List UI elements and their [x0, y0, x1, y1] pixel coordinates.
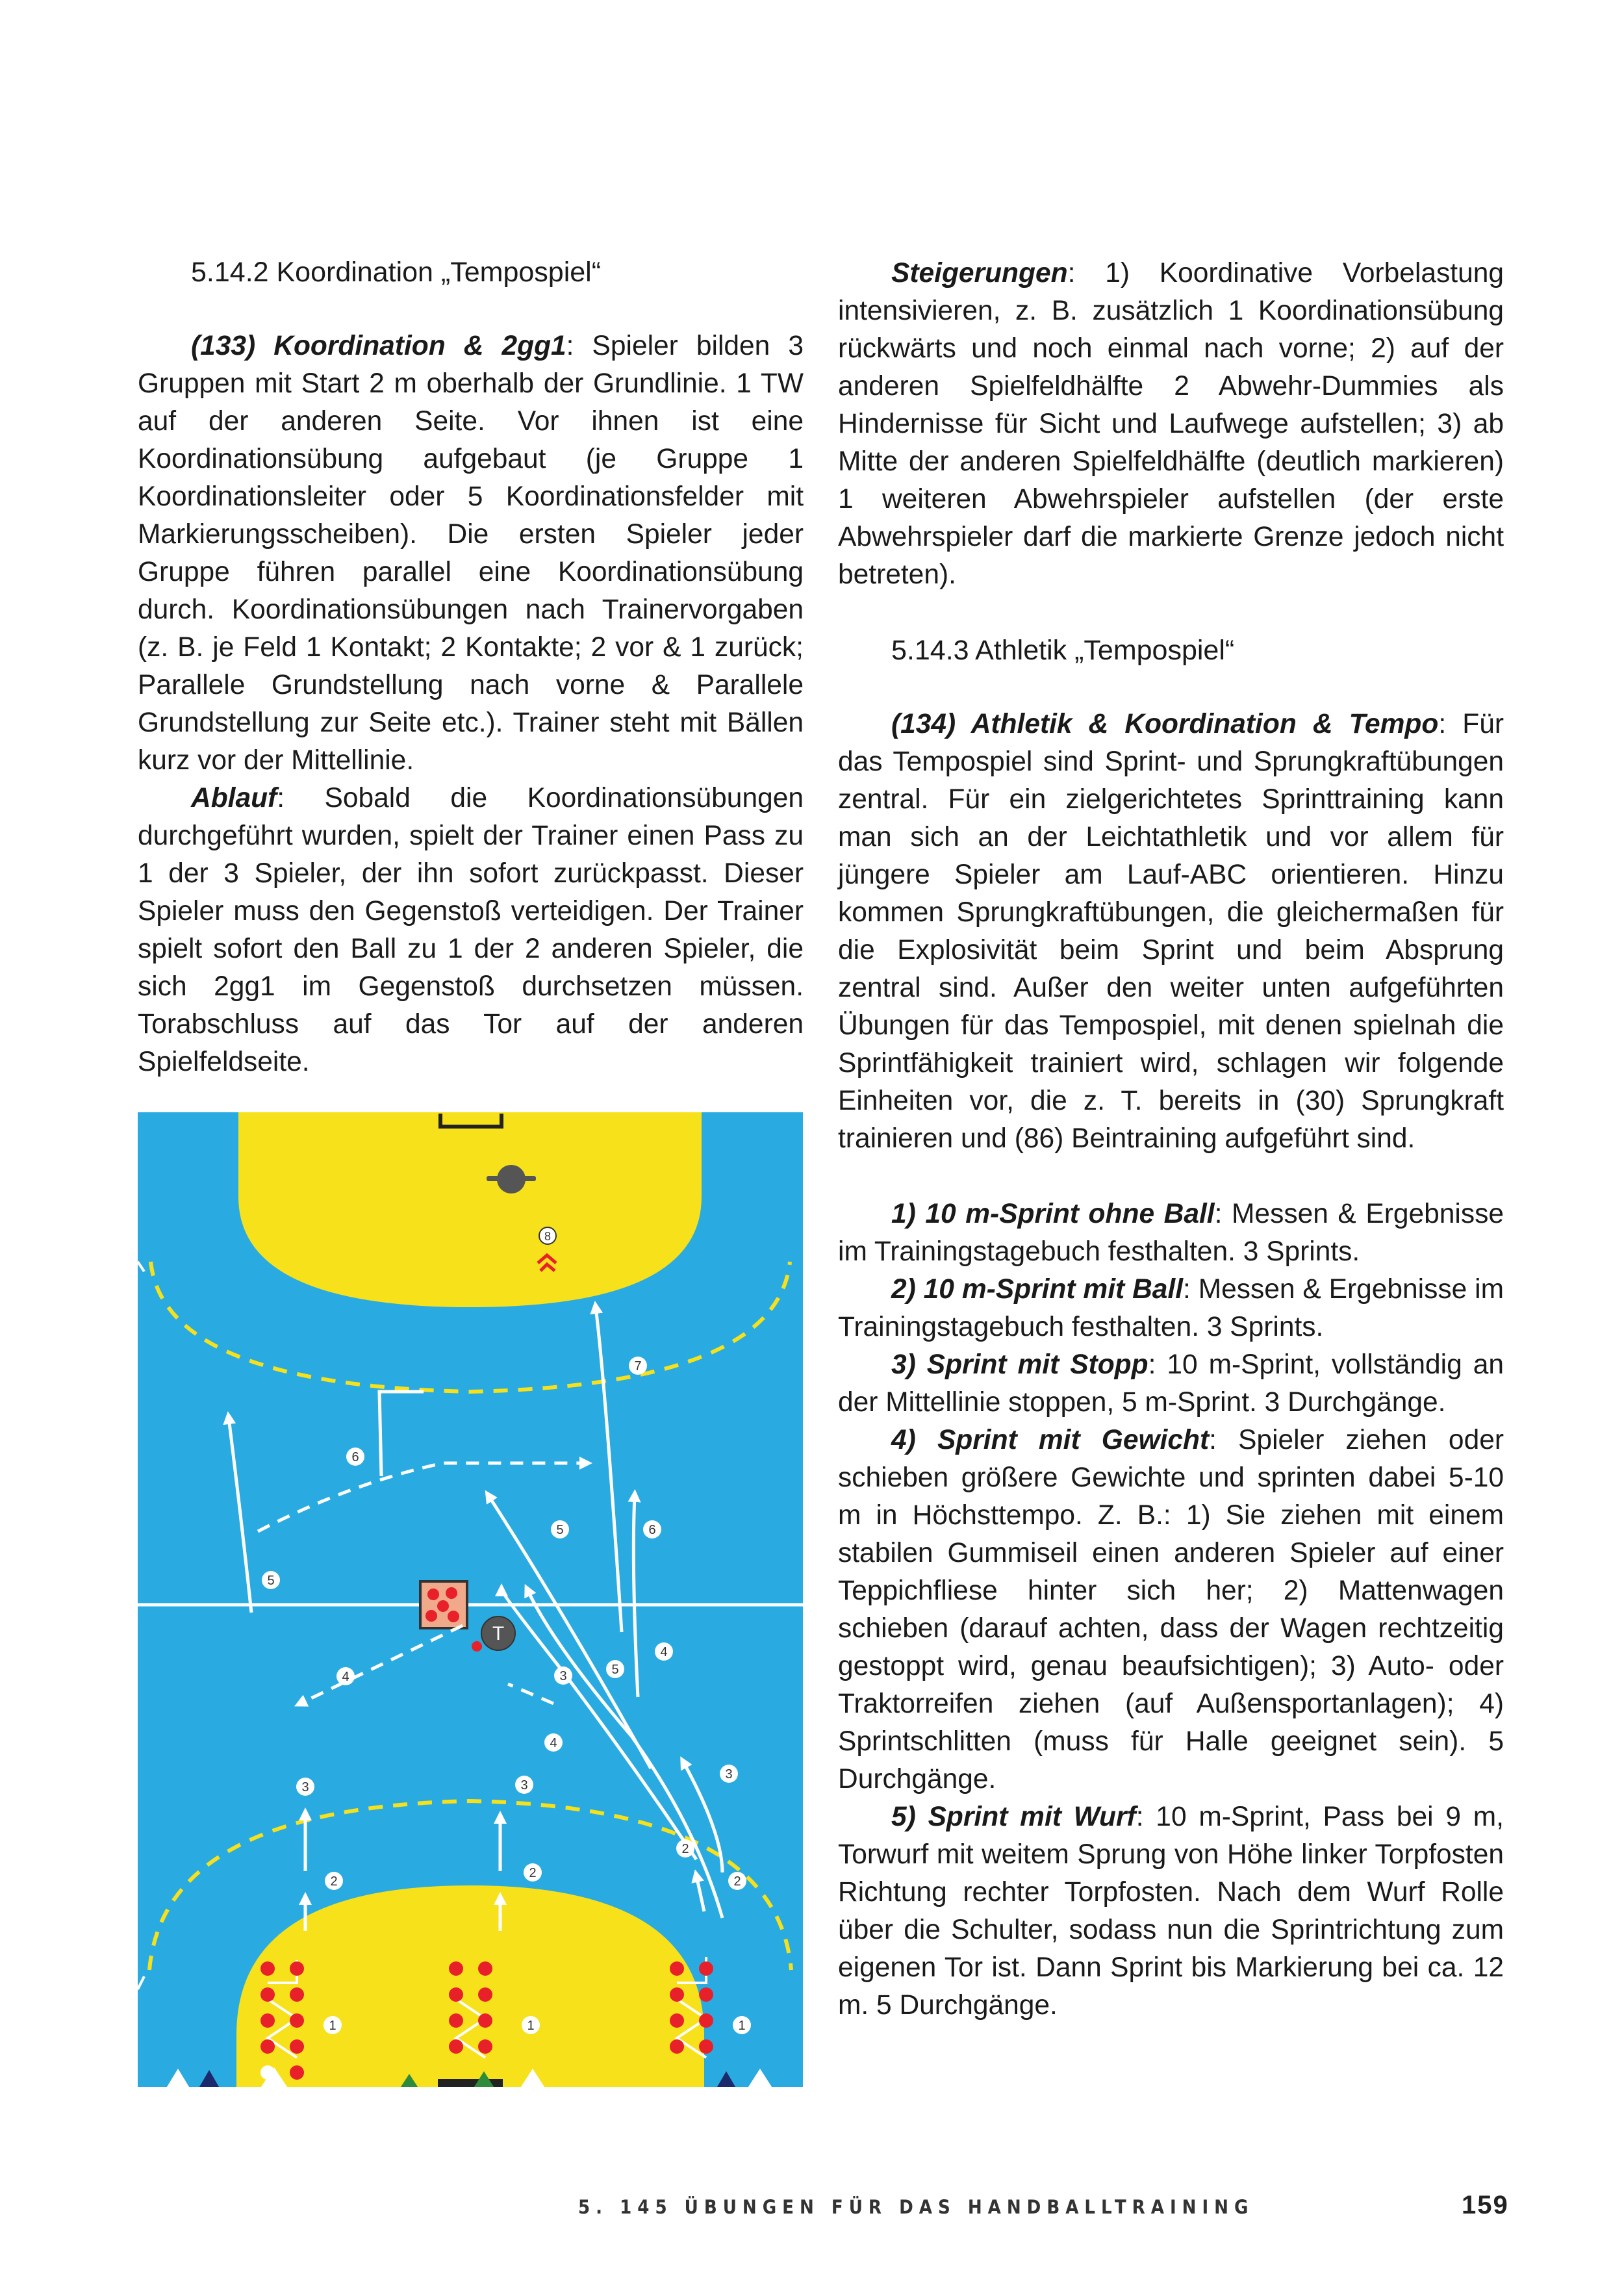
list-item-text: : 10 m-Sprint, Pass bei 9 m, Torwurf mit weitem Sprung von Höhe linker Torpfosten Richtung rechter Torpfosten. Nach dem Wurf Rolle über die Schulter, sodass nun die Sprintrichtung zum eigenen Tor ist. Dann Sprint bis Markierung bei ca. 12 m. 5 Durchgänge.: [838, 1802, 1504, 2021]
list-item-title: 4) Sprint mit Gewicht: [891, 1425, 1210, 1455]
svg-text:5: 5: [556, 1523, 564, 1537]
exercise-133-text: : Spieler bilden 3 Gruppen mit Start 2 m oberhalb der Grundlinie. 1 TW auf der anderen Seite. Vor ihnen ist eine Koordinationsübung aufgebaut (je Gruppe 1 Koordinationsleiter oder 5 Koordinationsfelder mit Markierungsscheiben). Die ersten Spieler jeder Gruppe führen parallel eine Koordinationsübung durch. Koordinationsübungen nach Trainervorgaben (z. B. je Feld 1 Kontakt; 2 Kontakte; 2 vor & 1 zurück; Parallele Grundstellung nach vorne & Parallele Grundstellung zur Seite etc.). Trainer steht mit Bällen kurz vor der Mittellinie.: [138, 331, 804, 776]
svg-text:5: 5: [267, 1574, 275, 1588]
list-item-title: 1) 10 m-Sprint ohne Ball: [891, 1199, 1215, 1229]
svg-text:1: 1: [329, 2019, 336, 2033]
step-badge: [728, 1872, 746, 1890]
list-item-title: 2) 10 m-Sprint mit Ball: [891, 1274, 1184, 1305]
step-badge: [554, 1666, 572, 1685]
svg-text:1: 1: [527, 2019, 535, 2033]
exercise-134-title: (134) Athletik & Koordination & Tempo: [891, 709, 1439, 739]
svg-text:5: 5: [611, 1663, 619, 1677]
list-item: [838, 1271, 1504, 1346]
list-item-title: 5) Sprint mit Wurf: [891, 1802, 1136, 1832]
svg-text:2: 2: [733, 1874, 741, 1889]
step-badge: [733, 2016, 751, 2034]
list-item: [838, 1422, 1504, 1798]
list-item: [838, 1195, 1504, 1271]
svg-text:3: 3: [559, 1669, 567, 1683]
step-badge: [522, 2016, 540, 2034]
step-badge: [544, 1733, 563, 1752]
svg-text:7: 7: [634, 1359, 642, 1373]
exercise-133-title: (133) Koordination & 2gg1: [191, 331, 566, 361]
svg-text:2: 2: [529, 1866, 537, 1880]
exercise-133-paragraph: [138, 327, 804, 780]
list-item-title: 3) Sprint mit Stopp: [891, 1349, 1148, 1380]
section-heading-5-14-3: 5.14.3 Athletik „Tempospiel“: [891, 635, 1235, 666]
svg-text:4: 4: [342, 1670, 349, 1684]
svg-text:4: 4: [550, 1736, 557, 1750]
steigerungen-paragraph: [838, 255, 1504, 594]
list-item-text: : Messen & Ergebnisse im Trainingstagebuch festhalten. 3 Sprints.: [838, 1274, 1504, 1342]
step-badge: [655, 1642, 673, 1661]
svg-text:6: 6: [351, 1450, 359, 1464]
right-column: [838, 255, 1504, 2024]
list-item-text: : 10 m-Sprint, vollständig an der Mittellinie stoppen, 5 m-Sprint. 3 Durchgänge.: [838, 1349, 1504, 1418]
step-badge: [551, 1520, 569, 1538]
section-heading-5-14-2: 5.14.2 Koordination „Tempospiel“: [191, 257, 602, 288]
ablauf-paragraph: [138, 780, 804, 1081]
ablauf-title: Ablauf: [191, 783, 277, 813]
step-badge: [336, 1667, 355, 1685]
footer-title: 5. 145 ÜBUNGEN FÜR DAS HANDBALLTRAINING: [578, 2196, 1254, 2218]
top-goal-area: [238, 1112, 702, 1307]
step-badge: [720, 1765, 738, 1783]
step-badge: [346, 1448, 364, 1466]
ball-box: [420, 1581, 467, 1628]
step-badge: [296, 1778, 314, 1796]
svg-text:1: 1: [738, 2019, 746, 2033]
list-item-text: : Spieler ziehen oder schieben größere Gewichte und sprinten dabei 5-10 m in Höchsttempo. Z. B.: 1) Sie ziehen mit einem stabilen Gummiseil einen anderen Spieler auf einer Teppichfliese hinter sich her; 2) Mattenwagen schieben (darauf achten, dass der Wagen rechtzeitig gestoppt wird, genau beaufsichtigen); 3) Auto- oder Traktorreifen ziehen (auf Außensportanlagen); 4) Sprintschlitten (muss für Halle geeignet sein). 5 Durchgänge.: [838, 1425, 1504, 1794]
list-item: [838, 1346, 1504, 1422]
handball-court-diagram: [138, 1112, 803, 2087]
step-badge: [262, 1571, 280, 1589]
svg-text:T: T: [492, 1623, 505, 1644]
svg-text:3: 3: [301, 1780, 309, 1794]
step-badge: [325, 1872, 343, 1890]
step-badge: [515, 1776, 533, 1794]
svg-text:3: 3: [520, 1778, 528, 1793]
step-badge: [629, 1357, 647, 1375]
page-number: 159: [1462, 2191, 1509, 2219]
svg-text:8: 8: [544, 1230, 552, 1243]
step-badge: [524, 1863, 542, 1882]
svg-text:4: 4: [660, 1645, 668, 1659]
step-badge: [324, 2016, 342, 2034]
exercise-134-text: : Für das Tempospiel sind Sprint- und Sprungkraftübungen zentral. Für ein zielgerichtetes Sprinttraining kann man sich an der Leichtathletik und vor allem für jüngere Spieler am Lauf-ABC orientieren. Hinzu kommen Sprungkraftübungen, die gleichermaßen für die Explosivität beim Sprint und beim Absprung zentral sind. Außer den weiter unten aufgeführten Übungen für das Tempospiel, mit denen spielnah die Sprintfähigkeit trainiert wird, schlagen wir folgende Einheiten vor, die z. T. bereits in (30) Sprungkraft trainieren und (86) Beintraining aufgeführt sind.: [838, 709, 1504, 1154]
steigerungen-title: Steigerungen: [891, 258, 1068, 288]
list-item: [838, 1798, 1504, 2024]
step-badge: [606, 1660, 624, 1678]
ablauf-text: : Sobald die Koordinationsübungen durchgeführt wurden, spielt der Trainer einen Pass zu 1 der 3 Spieler, der ihn sofort zurückpasst. Dieser Spieler muss den Gegenstoß verteidigen. Der Trainer spielt sofort den Ball zu 1 der 2 anderen Spieler, die sich 2gg1 im Gegenstoß durchsetzen müssen. Torabschluss auf das Tor auf der anderen Spielfeldseite.: [138, 783, 804, 1077]
exercise-134-paragraph: [838, 706, 1504, 1158]
svg-text:3: 3: [725, 1767, 733, 1781]
bottom-goal: [438, 2079, 503, 2087]
step-badge: [676, 1839, 694, 1857]
list-item-text: : Messen & Ergebnisse im Trainingstagebuch festhalten. 3 Sprints.: [838, 1199, 1504, 1267]
svg-text:2: 2: [681, 1842, 689, 1856]
step-badge: [643, 1520, 661, 1538]
svg-text:2: 2: [330, 1874, 338, 1889]
steigerungen-text: : 1) Koordinative Vorbelastung intensivieren, z. B. zusätzlich 1 Koordinationsübung rückwärts und noch einmal nach vorne; 2) auf der anderen Spielfeldhälfte 2 Abwehr-Dummies als Hindernisse für Sicht und Laufwege aufstellen; 3) ab Mitte der anderen Spielfeldhälfte (deutlich markieren) 1 weiteren Abwehrspieler aufstellen (der erste Abwehrspieler darf die markierte Grenze jedoch nicht betreten).: [838, 258, 1504, 590]
left-column: [138, 253, 804, 1081]
svg-text:6: 6: [648, 1523, 656, 1537]
